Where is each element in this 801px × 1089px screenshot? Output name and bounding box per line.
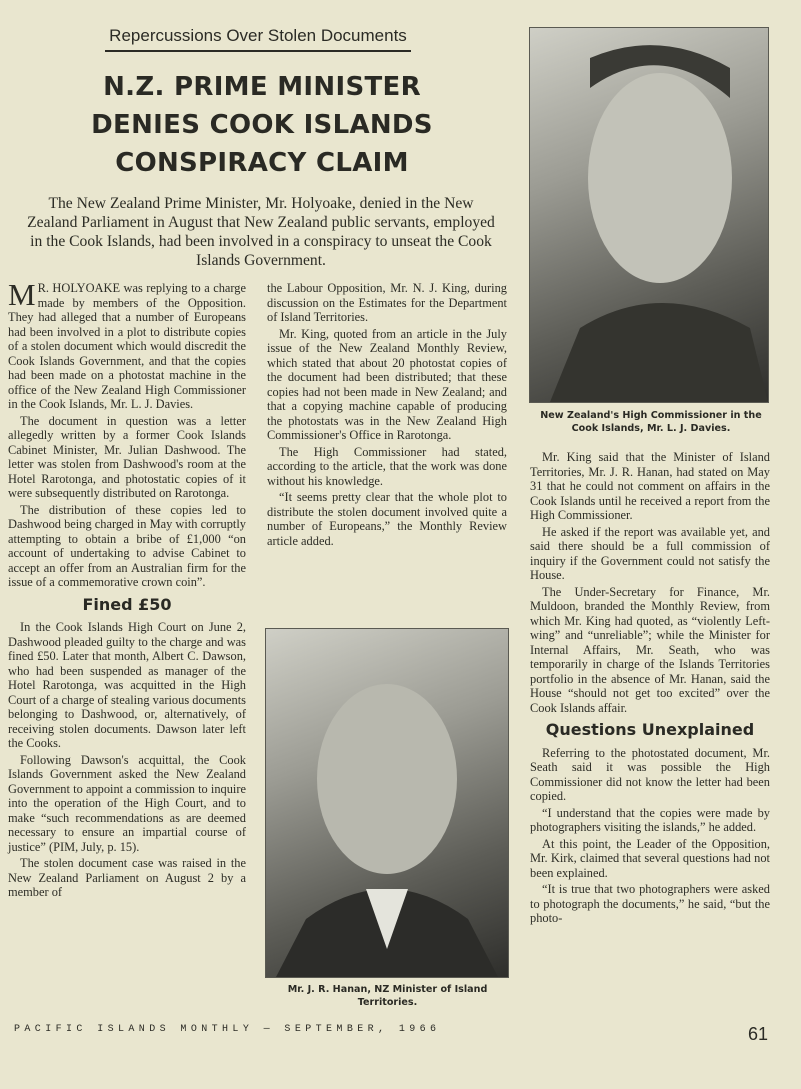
paragraph: The document in question was a letter allegedly written by a former Cook Islands Cabinet Minister, Mr. Julian Dashwood. The letter was stolen from Dashwood's room at the Hotel Rarotonga, and photostatic copies of it were subsequently distributed on Rarotonga. — [8, 413, 246, 500]
headline-line-2: DENIES COOK ISLANDS — [91, 110, 433, 140]
photo-davies — [529, 27, 769, 403]
paragraph: “It seems pretty clear that the whole plot to distribute the stolen document involved quite a number of Europeans,” the Monthly Review article added. — [267, 490, 507, 548]
section-kicker: Repercussions Over Stolen Documents — [109, 26, 407, 45]
kicker-rule — [105, 50, 411, 52]
paragraph: Referring to the photostated document, Mr. Seath said it was possible the High Commissioner did not know the letter had been copied. — [530, 745, 770, 803]
headline-line-1: N.Z. PRIME MINISTER — [103, 72, 421, 102]
column-1 — [8, 277, 246, 902]
paragraph: The distribution of these copies led to Dashwood being charged in May with corruptly attempting to obtain a bribe of £1,000 “on account of undertaking to advise Cabinet to accept an offer from an Australian firm for the issue of a commemorative crown coin”. — [8, 502, 246, 589]
footer-publication: PACIFIC ISLANDS MONTHLY — SEPTEMBER, 1966 — [14, 1024, 441, 1035]
portrait-silhouette — [530, 28, 768, 402]
paragraph: The stolen document case was raised in the New Zealand Parliament on August 2 by a member of — [8, 856, 246, 899]
paragraph: Following Dawson's acquittal, the Cook Islands Government asked the New Zealand Government to appoint a commission to inquire into the operation of the High Court, and to make “such recommendations as are deemed necessary to ensure an impartial course of justice” (PIM, July, p. 15). — [8, 752, 246, 854]
subhead-questions: Questions Unexplained — [545, 720, 755, 739]
paragraph: “It is true that two photographers were asked to photograph the documents,” he said, “but the photo- — [530, 882, 770, 925]
subhead-fined: Fined £50 — [82, 594, 172, 614]
portrait-silhouette — [266, 629, 508, 977]
paragraph: the Labour Opposition, Mr. N. J. King, during discussion on the Estimates for the Department of Island Territories. — [267, 281, 507, 324]
paragraph: At this point, the Leader of the Opposition, Mr. Kirk, claimed that several questions had not been explained. — [530, 836, 770, 880]
photo-hanan — [265, 628, 509, 978]
caption-davies: New Zealand's High Commissioner in the Cook Islands, Mr. L. J. Davies. — [540, 410, 762, 434]
headline-line-3: CONSPIRACY CLAIM — [115, 148, 409, 178]
column-3 — [530, 450, 770, 928]
paragraph: “I understand that the copies were made by photographers visiting the islands,” he added. — [530, 805, 770, 834]
article-deck: The New Zealand Prime Minister, Mr. Holyoake, denied in the New Zealand Parliament in August that New Zealand public servants, employed in the Cook Islands, had been involved in a conspiracy to unseat the Cook Islands Government. — [27, 195, 495, 269]
paragraph: Mr. King, quoted from an article in the July issue of the New Zealand Monthly Review, which stated that about 20 photostat copies of the document had been distributed; that these copies had not been made in New Zealand; and that a copying machine capable of producing the photostats was in the New Zealand High Commissioner's Office in Rarotonga. — [267, 326, 507, 442]
caption-hanan: Mr. J. R. Hanan, NZ Minister of Island Territories. — [287, 984, 488, 1008]
paragraph: He asked if the report was available yet, and said there should be a full commission of inquiry if the Government could not satisfy the House. — [530, 524, 770, 582]
column-2 — [267, 281, 507, 550]
paragraph: The High Commissioner had stated, according to the article, that the work was done without his knowledge. — [267, 444, 507, 488]
lead-paragraph: M R. HOLYOAKE was replying to a charge made by members of the Opposition. They had alleged that a number of Europeans had been involved in a plot to distribute copies of a stolen document which would discredit the Cook Islands Government, and that the copies had been made on a photostat machine in the office of the New Zealand High Commissioner in the Cook Islands, Mr. L. J. Davies. — [8, 277, 246, 411]
drop-cap: M — [8, 277, 36, 312]
paragraph: The Under-Secretary for Finance, Mr. Muldoon, branded the Monthly Review, from which Mr. King had quoted, as “violently Left-wing” and “unreliable”; while the Minister for Internal Affairs, Mr. Seath, who was temporarily in charge of the Islands Territories portfolio in the absence of Mr. Hanan, said the House “should not get too excited” over the Cook Islands affair. — [530, 584, 770, 715]
paragraph: Mr. King said that the Minister of Island Territories, Mr. J. R. Hanan, had stated on May 31 that he could not comment on affairs in the Cook Islands until he received a report from the High Commissioner. — [530, 450, 770, 522]
paragraph: In the Cook Islands High Court on June 2, Dashwood pleaded guilty to the charge and was fined £50. Later that month, Albert C. Dawson, who had been suspended as manager of the Hotel Rarotonga, was acquitted in the High Court of a charge of stealing various documents belonging to Dashwood, or, alternatively, of receiving stolen documents. Dawson later left the Cooks. — [8, 620, 246, 750]
page-number: 61 — [748, 1024, 769, 1044]
headline — [60, 68, 464, 182]
